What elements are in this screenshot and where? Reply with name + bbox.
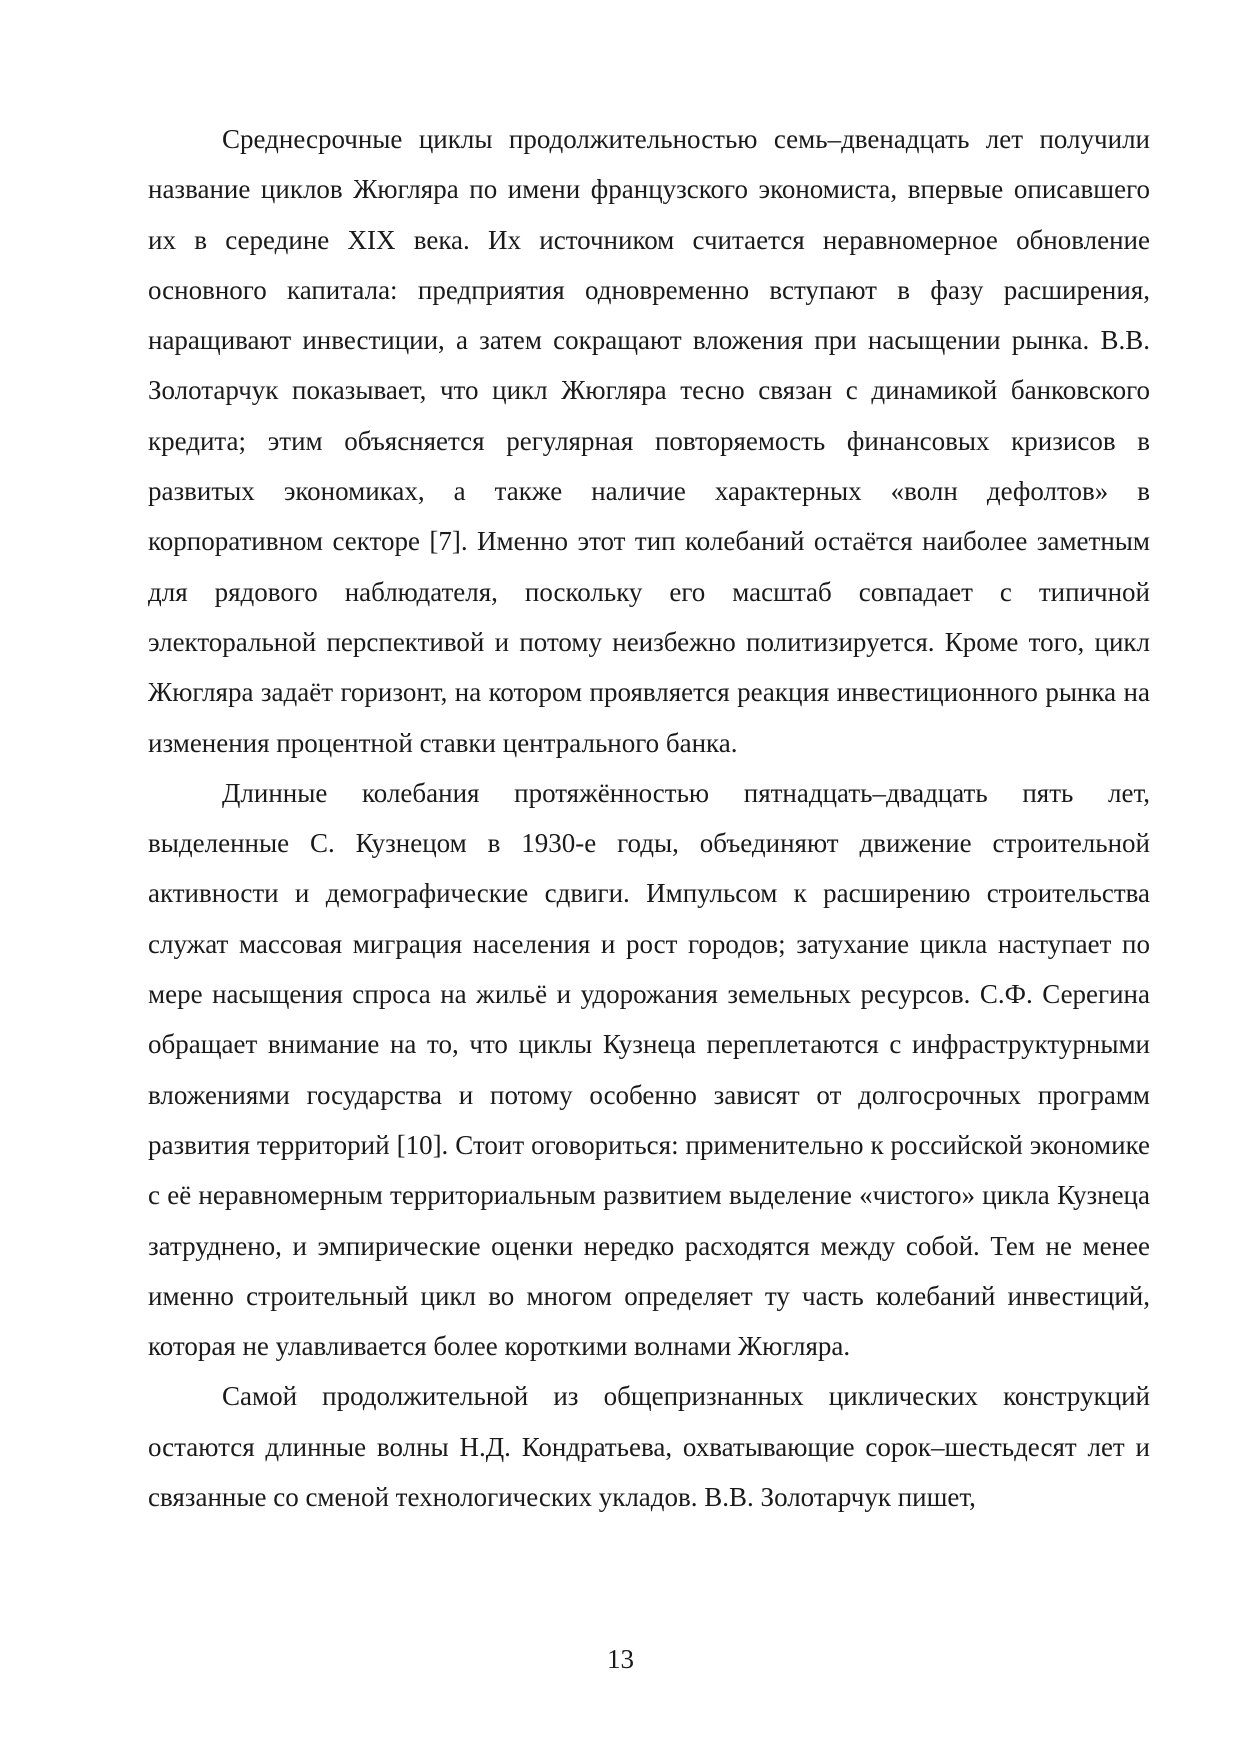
paragraph-juglar-cycles: Среднесрочные циклы продолжительностью семь–двенадцать лет получили название циклов Жюгляра по имени французского экономиста, впервые описавшего их в середине XIX века. Их источником считается неравномерное обновление основного капитала: предприятия одновременно вступают в фазу расширения, наращивают инвестиции, а затем сокращают вложения при насыщении рынка. В.В. Золотарчук показывает, что цикл Жюгляра тесно связан с динамикой банковского кредита; этим объясняется регулярная повторяемость финансовых кризисов в развитых экономиках, а также наличие характерных «волн дефолтов» в корпоративном секторе [7]. Именно этот тип колебаний остаётся наиболее заметным для рядового наблюдателя, поскольку его масштаб совпадает с типичной электоральной перспективой и потому неизбежно политизируется. Кроме того, цикл Жюгляра задаёт горизонт, на котором проявляется реакция инвестиционного рынка на изменения процентной ставки центрального банка. (148, 124, 1150, 758)
paragraph-kondratiev-waves: Самой продолжительной из общепризнанных циклических конструкций остаются длинные волны Н.Д. Кондратьева, охватывающие сорок–шестьдесят лет и связанные со сменой технологических укладов. В.В. Золотарчук пишет, (148, 1381, 1150, 1513)
page-number: 13 (607, 1644, 634, 1674)
paragraph-kuznets-cycles: Длинные колебания протяжённостью пятнадцать–двадцать пять лет, выделенные С. Кузнецом в 1930-е годы, объединяют движение строительной активности и демографические сдвиги. Импульсом к расширению строительства служат массовая миграция населения и рост городов; затухание цикла наступает по мере насыщения спроса на жильё и удорожания земельных ресурсов. С.Ф. Серегина обращает внимание на то, что циклы Кузнеца переплетаются с инфраструктурными вложениями государства и потому особенно зависят от долгосрочных программ развития территорий [10]. Стоит оговориться: применительно к российской экономике с её неравномерным территориальным развитием выделение «чистого» цикла Кузнеца затруднено, и эмпирические оценки нередко расходятся между собой. Тем не менее именно строительный цикл во многом определяет ту часть колебаний инвестиций, которая не улавливается более короткими волнами Жюгляра. (148, 777, 1150, 1362)
body-text (148, 114, 1150, 1522)
